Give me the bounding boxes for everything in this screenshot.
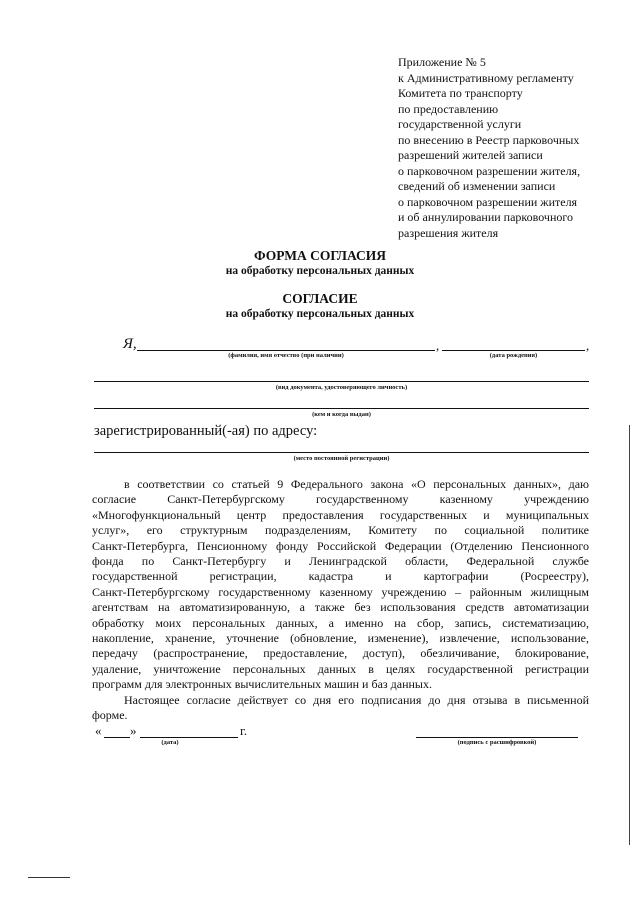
consent-subtitle: на обработку персональных данных	[225, 308, 415, 320]
fio-line[interactable]	[137, 350, 435, 351]
id-document-caption: (вид документа, удостоверяющего личность)	[275, 384, 408, 391]
body-line: государственной регистрации, кадастра и картографии (Росреестру),	[92, 569, 589, 584]
fio-caption: (фамилия, имя отчество (при наличии)	[228, 352, 344, 359]
body-line: программ для электронных вычислительных машин и баз данных.	[92, 677, 432, 692]
body-line: Настоящее согласие действует со дня его подписания до дня отзыва в письменной	[124, 692, 589, 707]
address-caption: (место постоянной регистрации)	[293, 455, 390, 462]
consent-paragraph	[92, 477, 589, 492]
appendix-line: разрешений жителей записи	[398, 148, 543, 162]
date-month-line[interactable]	[140, 737, 238, 738]
consent-body	[92, 477, 589, 724]
form-subtitle: на обработку персональных данных	[225, 265, 415, 277]
issued-by-line[interactable]	[94, 408, 589, 409]
body-line: удаление, уничтожение персональных данных в целях государственной регистрации	[92, 661, 589, 676]
birth-date-caption: (дата рождения)	[489, 352, 538, 359]
appendix-line: государственной услуги	[398, 117, 522, 131]
date-quote-open: «	[95, 723, 102, 738]
body-line: форме.	[92, 708, 128, 723]
date-quote-close: »	[130, 723, 137, 738]
body-line: в соответствии со статьей 9 Федерального закона «О персональных данных», даю	[124, 477, 589, 491]
appendix-line: о парковочном разрешении жителя	[398, 194, 578, 209]
registered-label: зарегистрированный(-ая) по адресу:	[94, 423, 318, 439]
body-line: фонда по Санкт-Петербургу и Ленинградской области, Федеральной службе	[92, 554, 589, 569]
comma-separator: ,	[586, 338, 590, 353]
appendix-line: разрешения жителя	[398, 225, 499, 240]
body-line: обработку моих персональных данных, а именно на сбор, запись, систематизацию,	[92, 615, 589, 630]
body-line: Санкт-Петербурга, Пенсионному фонду Российской Федерации (Отделению Пенсионного	[92, 538, 589, 553]
validity-paragraph	[92, 693, 589, 708]
body-line: агентствам на автоматизированную, а также без использования средств автоматизации	[92, 600, 589, 615]
appendix-line: сведений об изменении записи	[398, 179, 556, 193]
id-document-line[interactable]	[94, 381, 589, 382]
signature-caption: (подпись с расшифровкой)	[457, 739, 537, 746]
appendix-line: к Административному регламенту	[398, 70, 574, 85]
appendix-line: по предоставлению	[398, 101, 499, 116]
issued-by-caption: (кем и когда выдан)	[312, 411, 371, 418]
scan-mark	[28, 877, 70, 878]
comma-separator: ,	[436, 338, 440, 353]
appendix-line: Приложение № 5	[398, 55, 486, 69]
form-title: ФОРМА СОГЛАСИЯ	[253, 248, 387, 263]
appendix-line: Комитета по транспорту	[398, 86, 523, 100]
date-caption: (дата)	[161, 739, 179, 746]
scan-edge	[629, 425, 630, 845]
signature-line[interactable]	[416, 737, 578, 738]
body-line: накопление, хранение, уточнение (обновление, изменение), извлечение, использование,	[92, 631, 589, 646]
body-line: «Многофункциональный центр предоставления государственных и муниципальных	[92, 507, 589, 522]
appendix-line: и об аннулировании парковочного	[398, 210, 574, 224]
date-day-line[interactable]	[104, 737, 130, 738]
body-line: услуг», его структурным подразделениям, Комитету по социальной политике	[92, 523, 589, 538]
body-line: Санкт-Петербургскому государственному казенному учреждению – районным жилищным	[92, 584, 589, 599]
consent-title: СОГЛАСИЕ	[282, 291, 358, 306]
address-line[interactable]	[94, 452, 589, 453]
body-line: передачу (распространение, предоставление, доступ), обезличивание, блокирование,	[92, 646, 589, 661]
appendix-block	[398, 55, 628, 241]
body-line: согласие Санкт-Петербургскому государственному казенному учреждению	[92, 492, 589, 507]
appendix-line: по внесению в Реестр парковочных	[398, 132, 580, 147]
year-suffix: г.	[240, 723, 248, 738]
i-prefix: Я,	[123, 336, 137, 352]
appendix-line: о парковочном разрешении жителя,	[398, 163, 581, 178]
birth-date-line[interactable]	[442, 350, 585, 351]
